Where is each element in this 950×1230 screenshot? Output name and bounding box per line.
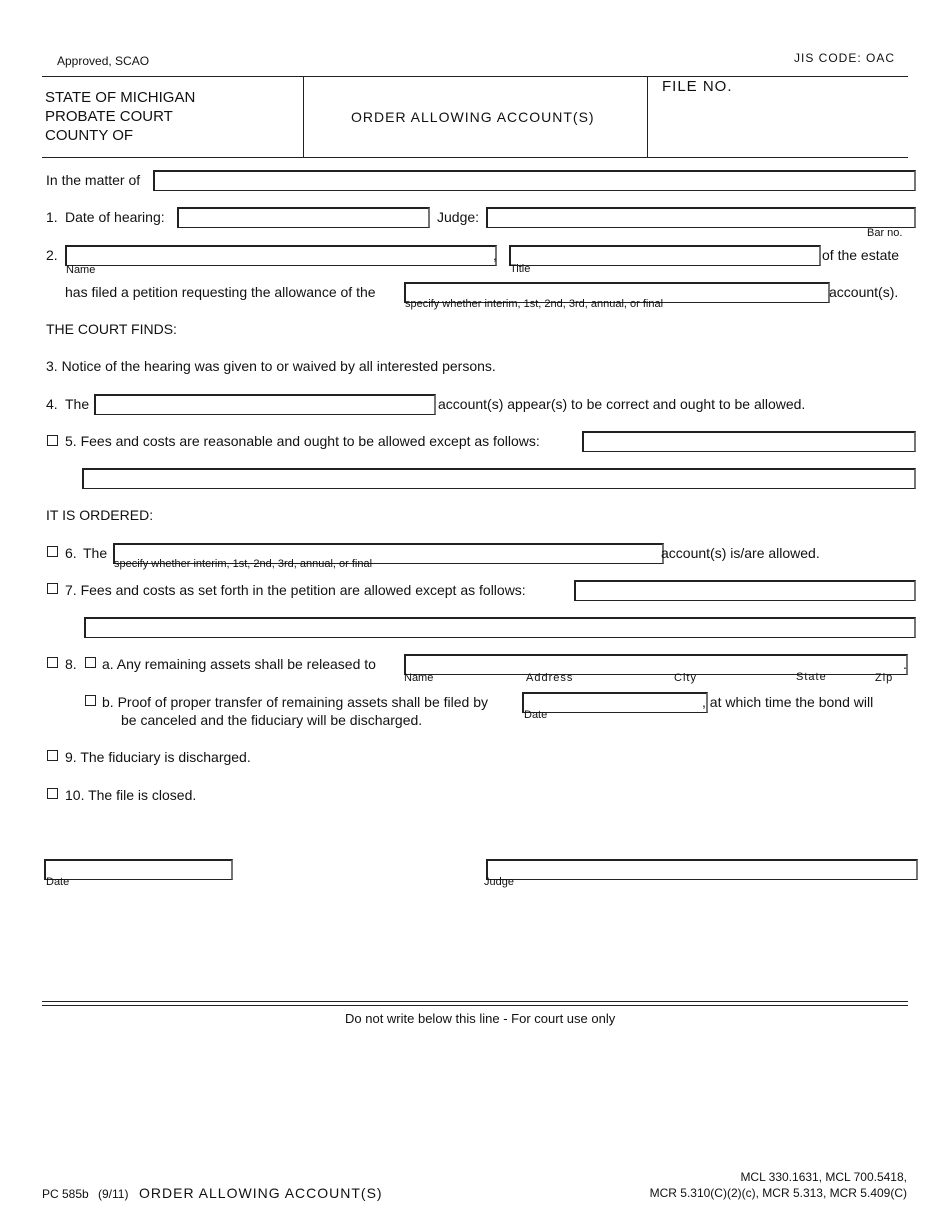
citations-line-1: MCL 330.1631, MCL 700.5418, — [740, 1170, 907, 1184]
court-line-probate: PROBATE COURT — [45, 108, 173, 125]
form-number: PC 585b — [42, 1187, 89, 1201]
release-to-field[interactable] — [404, 654, 908, 675]
page-title: ORDER ALLOWING ACCOUNT(S) — [351, 109, 595, 125]
item8a-period: . — [903, 656, 907, 672]
county-field[interactable] — [135, 127, 299, 145]
signature-date-caption: Date — [46, 876, 70, 888]
item9-checkbox[interactable] — [47, 750, 58, 761]
caption-city: City — [674, 672, 697, 684]
matter-label: In the matter of — [46, 172, 141, 188]
judge-field[interactable] — [486, 207, 916, 228]
jis-code: JIS CODE: OAC — [794, 51, 896, 65]
petition-text: has filed a petition requesting the allowance of the — [65, 284, 376, 300]
judge-signature-caption: Judge — [484, 876, 514, 888]
caption-address: Address — [526, 672, 574, 684]
file-no-label: FILE NO. — [662, 78, 733, 95]
item6-checkbox[interactable] — [47, 546, 58, 557]
item2-comma: , — [493, 247, 497, 263]
court-finds-heading: THE COURT FINDS: — [46, 321, 177, 337]
item7-text: 7. Fees and costs as set forth in the petition are allowed except as follows: — [65, 582, 526, 598]
caption-zip: Zip — [875, 672, 894, 684]
item6-number: 6. — [65, 545, 77, 561]
item7-exceptions-field-2[interactable] — [84, 617, 916, 638]
item10-checkbox[interactable] — [47, 788, 58, 799]
court-line-county: COUNTY OF — [45, 127, 134, 144]
accounts-end-text: account(s). — [829, 284, 899, 300]
item2-number: 2. — [46, 247, 58, 263]
name-caption: Name — [66, 264, 96, 276]
petitioner-title-field[interactable] — [509, 245, 821, 266]
item7-exceptions-field[interactable] — [574, 580, 916, 601]
item8-checkbox[interactable] — [47, 657, 58, 668]
item4-the: The — [65, 396, 90, 412]
item7-checkbox[interactable] — [47, 583, 58, 594]
item4-text: account(s) appear(s) to be correct and ought to be allowed. — [438, 396, 806, 412]
transfer-date-field[interactable] — [522, 692, 708, 713]
item10-text: 10. The file is closed. — [65, 787, 197, 803]
item8a-checkbox[interactable] — [85, 657, 96, 668]
petitioner-name-field[interactable] — [65, 245, 497, 266]
file-no-field[interactable] — [660, 100, 904, 152]
title-caption: Title — [510, 263, 531, 275]
bar-no-caption: Bar no. — [867, 227, 903, 239]
item8b-date-caption: Date — [524, 709, 548, 721]
of-estate-text: of the estate — [822, 247, 900, 263]
hearing-date-label: Date of hearing: — [65, 209, 165, 225]
court-line-state: STATE OF MICHIGAN — [45, 89, 196, 106]
item9-text: 9. The fiduciary is discharged. — [65, 749, 251, 765]
signature-date-field[interactable] — [44, 859, 233, 880]
specify-caption: specify whether interim, 1st, 2nd, 3rd, annual, or final — [405, 298, 664, 310]
caption-state: State — [796, 671, 827, 683]
item8b-text-3: be canceled and the fiduciary will be discharged. — [121, 712, 423, 728]
form-date: (9/11) — [98, 1187, 129, 1201]
item5-text: 5. Fees and costs are reasonable and ought to be allowed except as follows: — [65, 433, 540, 449]
item4-number: 4. — [46, 396, 58, 412]
item8a-text: a. Any remaining assets shall be released to — [102, 656, 376, 672]
judge-label: Judge: — [437, 209, 480, 225]
caption-name: Name — [404, 672, 434, 684]
court-use-notice: Do not write below this line - For court use only — [345, 1011, 616, 1026]
item8-number: 8. — [65, 656, 77, 672]
item8b-text-2: , at which time the bond will — [702, 694, 874, 710]
item5-exceptions-field-2[interactable] — [82, 468, 916, 489]
item1-number: 1. — [46, 209, 58, 225]
item3-text: 3. Notice of the hearing was given to or waived by all interested persons. — [46, 358, 496, 374]
item6-text: account(s) is/are allowed. — [661, 545, 820, 561]
item6-specify-caption: specify whether interim, 1st, 2nd, 3rd, annual, or final — [114, 558, 373, 570]
item8b-text-1: b. Proof of proper transfer of remaining assets shall be filed by — [102, 694, 488, 710]
ordered-heading: IT IS ORDERED: — [46, 507, 154, 523]
approved-label: Approved, SCAO — [57, 54, 150, 68]
item5-exceptions-field[interactable] — [582, 431, 916, 452]
item4-account-field[interactable] — [94, 394, 436, 415]
matter-field[interactable] — [153, 170, 916, 191]
hearing-date-field[interactable] — [177, 207, 430, 228]
citations-line-2: MCR 5.310(C)(2)(c), MCR 5.313, MCR 5.409(C) — [649, 1186, 907, 1200]
item5-checkbox[interactable] — [47, 435, 58, 446]
judge-signature-field[interactable] — [486, 859, 918, 880]
item6-the: The — [83, 545, 108, 561]
item8b-checkbox[interactable] — [85, 695, 96, 706]
form-title: ORDER ALLOWING ACCOUNT(S) — [139, 1185, 383, 1201]
